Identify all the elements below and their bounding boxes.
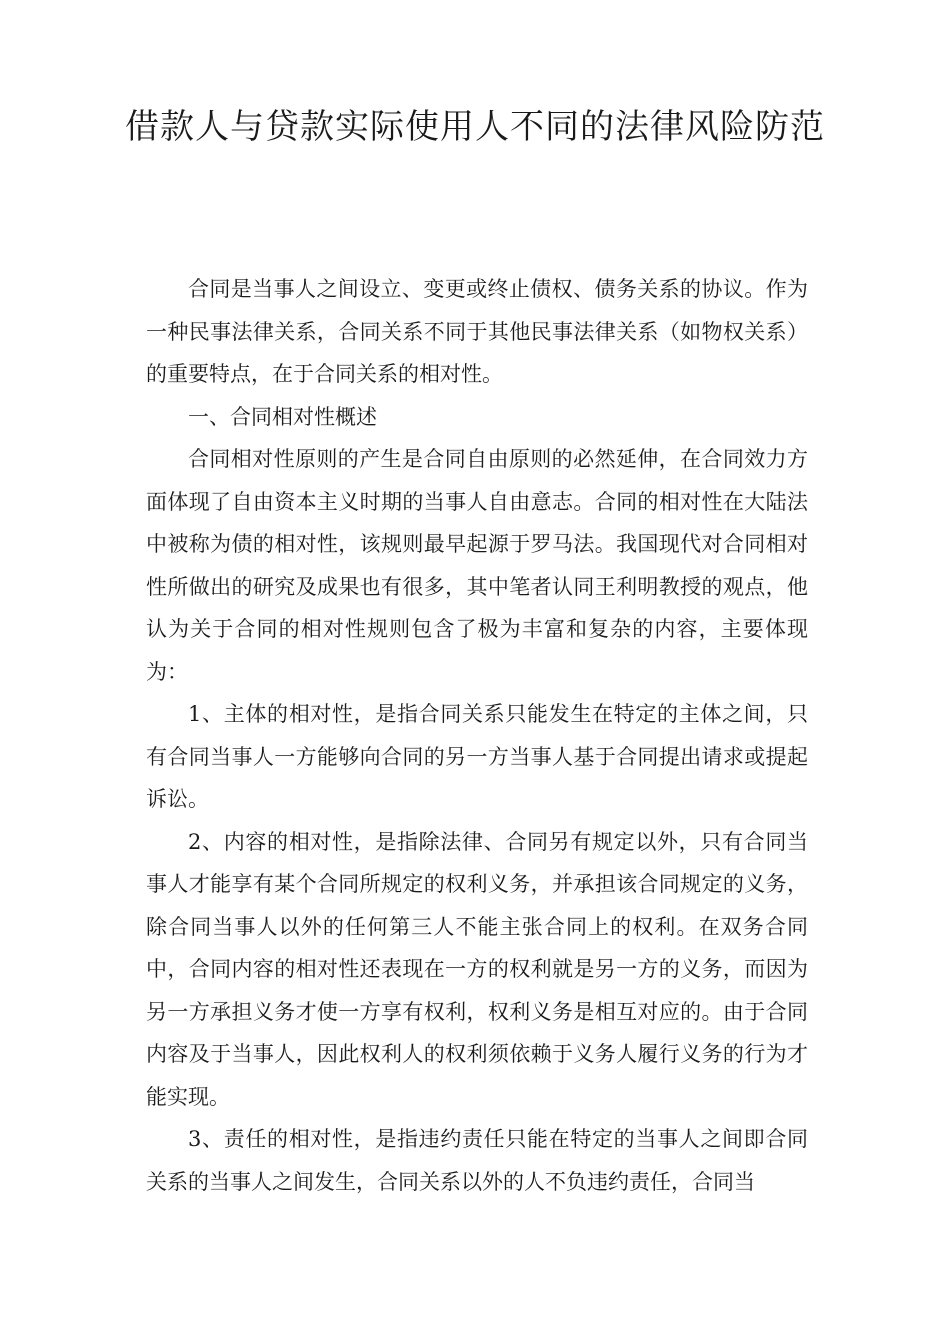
paragraph-point-2: 2、内容的相对性，是指除法律、合同另有规定以外，只有合同当事人才能享有某个合同所规定的权利义务，并承担该合同规定的义务，除合同当事人以外的任何第三人不能主张合同上的权利。在双务合同中，合同内容的相对性还表现在一方的权利就是另一方的义务，而因为另一方承担义务才使一方享有权利，权利义务是相互对应的。由于合同内容及于当事人，因此权利人的权利须依赖于义务人履行义务的行为才能实现。 (146, 829, 808, 1109)
section-heading-1: 一、合同相对性概述 (188, 404, 377, 429)
paragraph-point-1: 1、主体的相对性，是指合同关系只能发生在特定的主体之间，只有合同当事人一方能够向合同的另一方当事人基于合同提出请求或提起诉讼。 (146, 702, 808, 811)
paragraph-intro: 合同是当事人之间设立、变更或终止债权、债务关系的协议。作为一种民事法律关系，合同关系不同于其他民事法律关系（如物权关系）的重要特点，在于合同关系的相对性。 (146, 277, 808, 386)
paragraph-point-3: 3、责任的相对性，是指违约责任只能在特定的当事人之间即合同关系的当事人之间发生，合同关系以外的人不负违约责任，合同当 (146, 1127, 808, 1194)
document-body (146, 268, 808, 1203)
paragraph-overview: 合同相对性原则的产生是合同自由原则的必然延伸，在合同效力方面体现了自由资本主义时期的当事人自由意志。合同的相对性在大陆法中被称为债的相对性，该规则最早起源于罗马法。我国现代对合同相对性所做出的研究及成果也有很多，其中笔者认同王利明教授的观点，他认为关于合同的相对性规则包含了极为丰富和复杂的内容，主要体现为： (146, 447, 808, 684)
document-title: 借款人与贷款实际使用人不同的法律风险防范 (125, 107, 825, 147)
